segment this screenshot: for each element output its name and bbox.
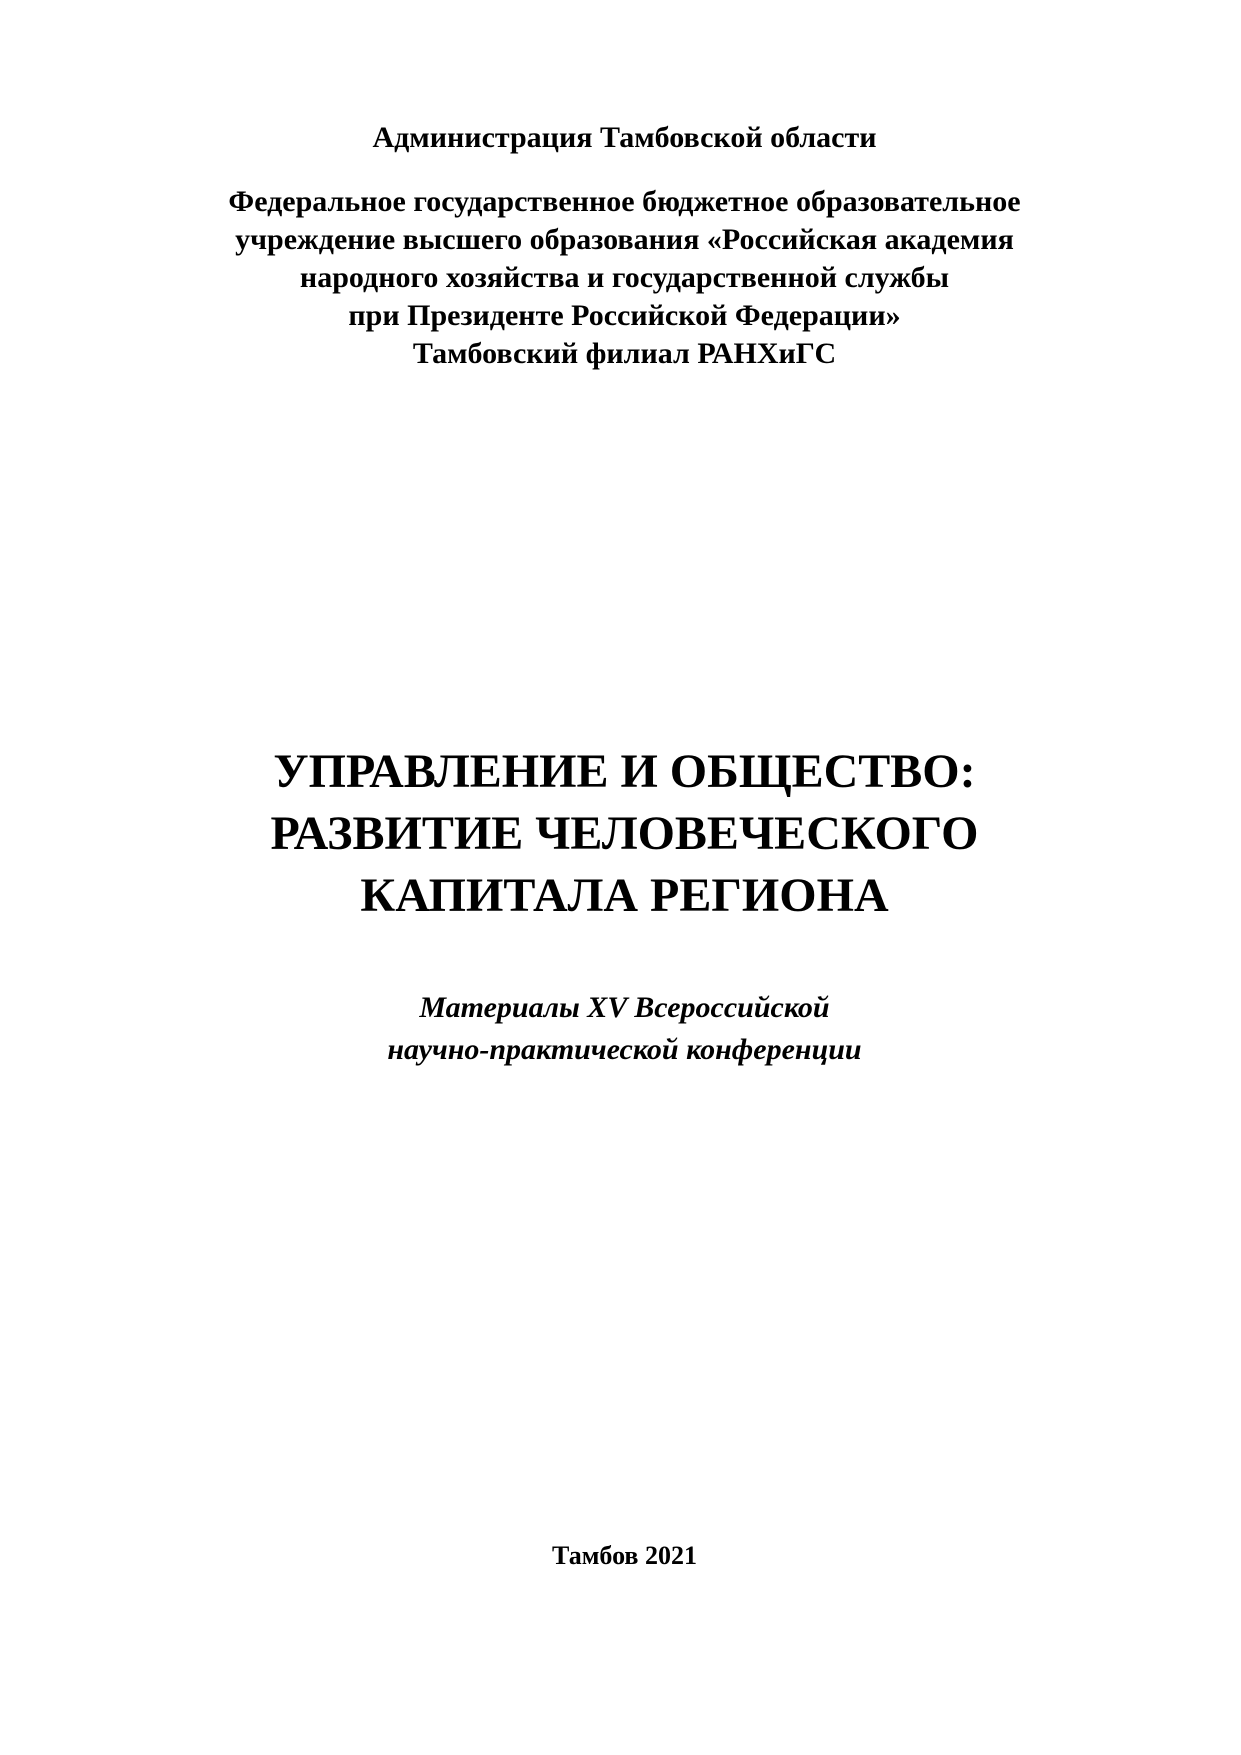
administration-name: Администрация Тамбовской области bbox=[372, 121, 877, 154]
place-and-year: Тамбов 2021 bbox=[552, 1541, 697, 1570]
title-line-2: РАЗВИТИЕ ЧЕЛОВЕЧЕСКОГО bbox=[270, 807, 979, 860]
institution-line-2: учреждение высшего образования «Российская академия bbox=[235, 223, 1014, 256]
institution-line-1: Федеральное государственное бюджетное образовательное bbox=[228, 185, 1021, 218]
title-line-3: КАПИТАЛА РЕГИОНА bbox=[360, 869, 889, 922]
subtitle-line-1: Материалы XV Всероссийской bbox=[419, 991, 830, 1024]
institution-line-5: Тамбовский филиал РАНХиГС bbox=[412, 337, 837, 370]
title-line-1: УПРАВЛЕНИЕ И ОБЩЕСТВО: bbox=[273, 745, 976, 798]
institution-line-3: народного хозяйства и государственной службы bbox=[299, 261, 950, 294]
institution-line-4: при Президенте Российской Федерации» bbox=[348, 299, 901, 332]
subtitle-line-2: научно-практической конференции bbox=[387, 1033, 862, 1066]
